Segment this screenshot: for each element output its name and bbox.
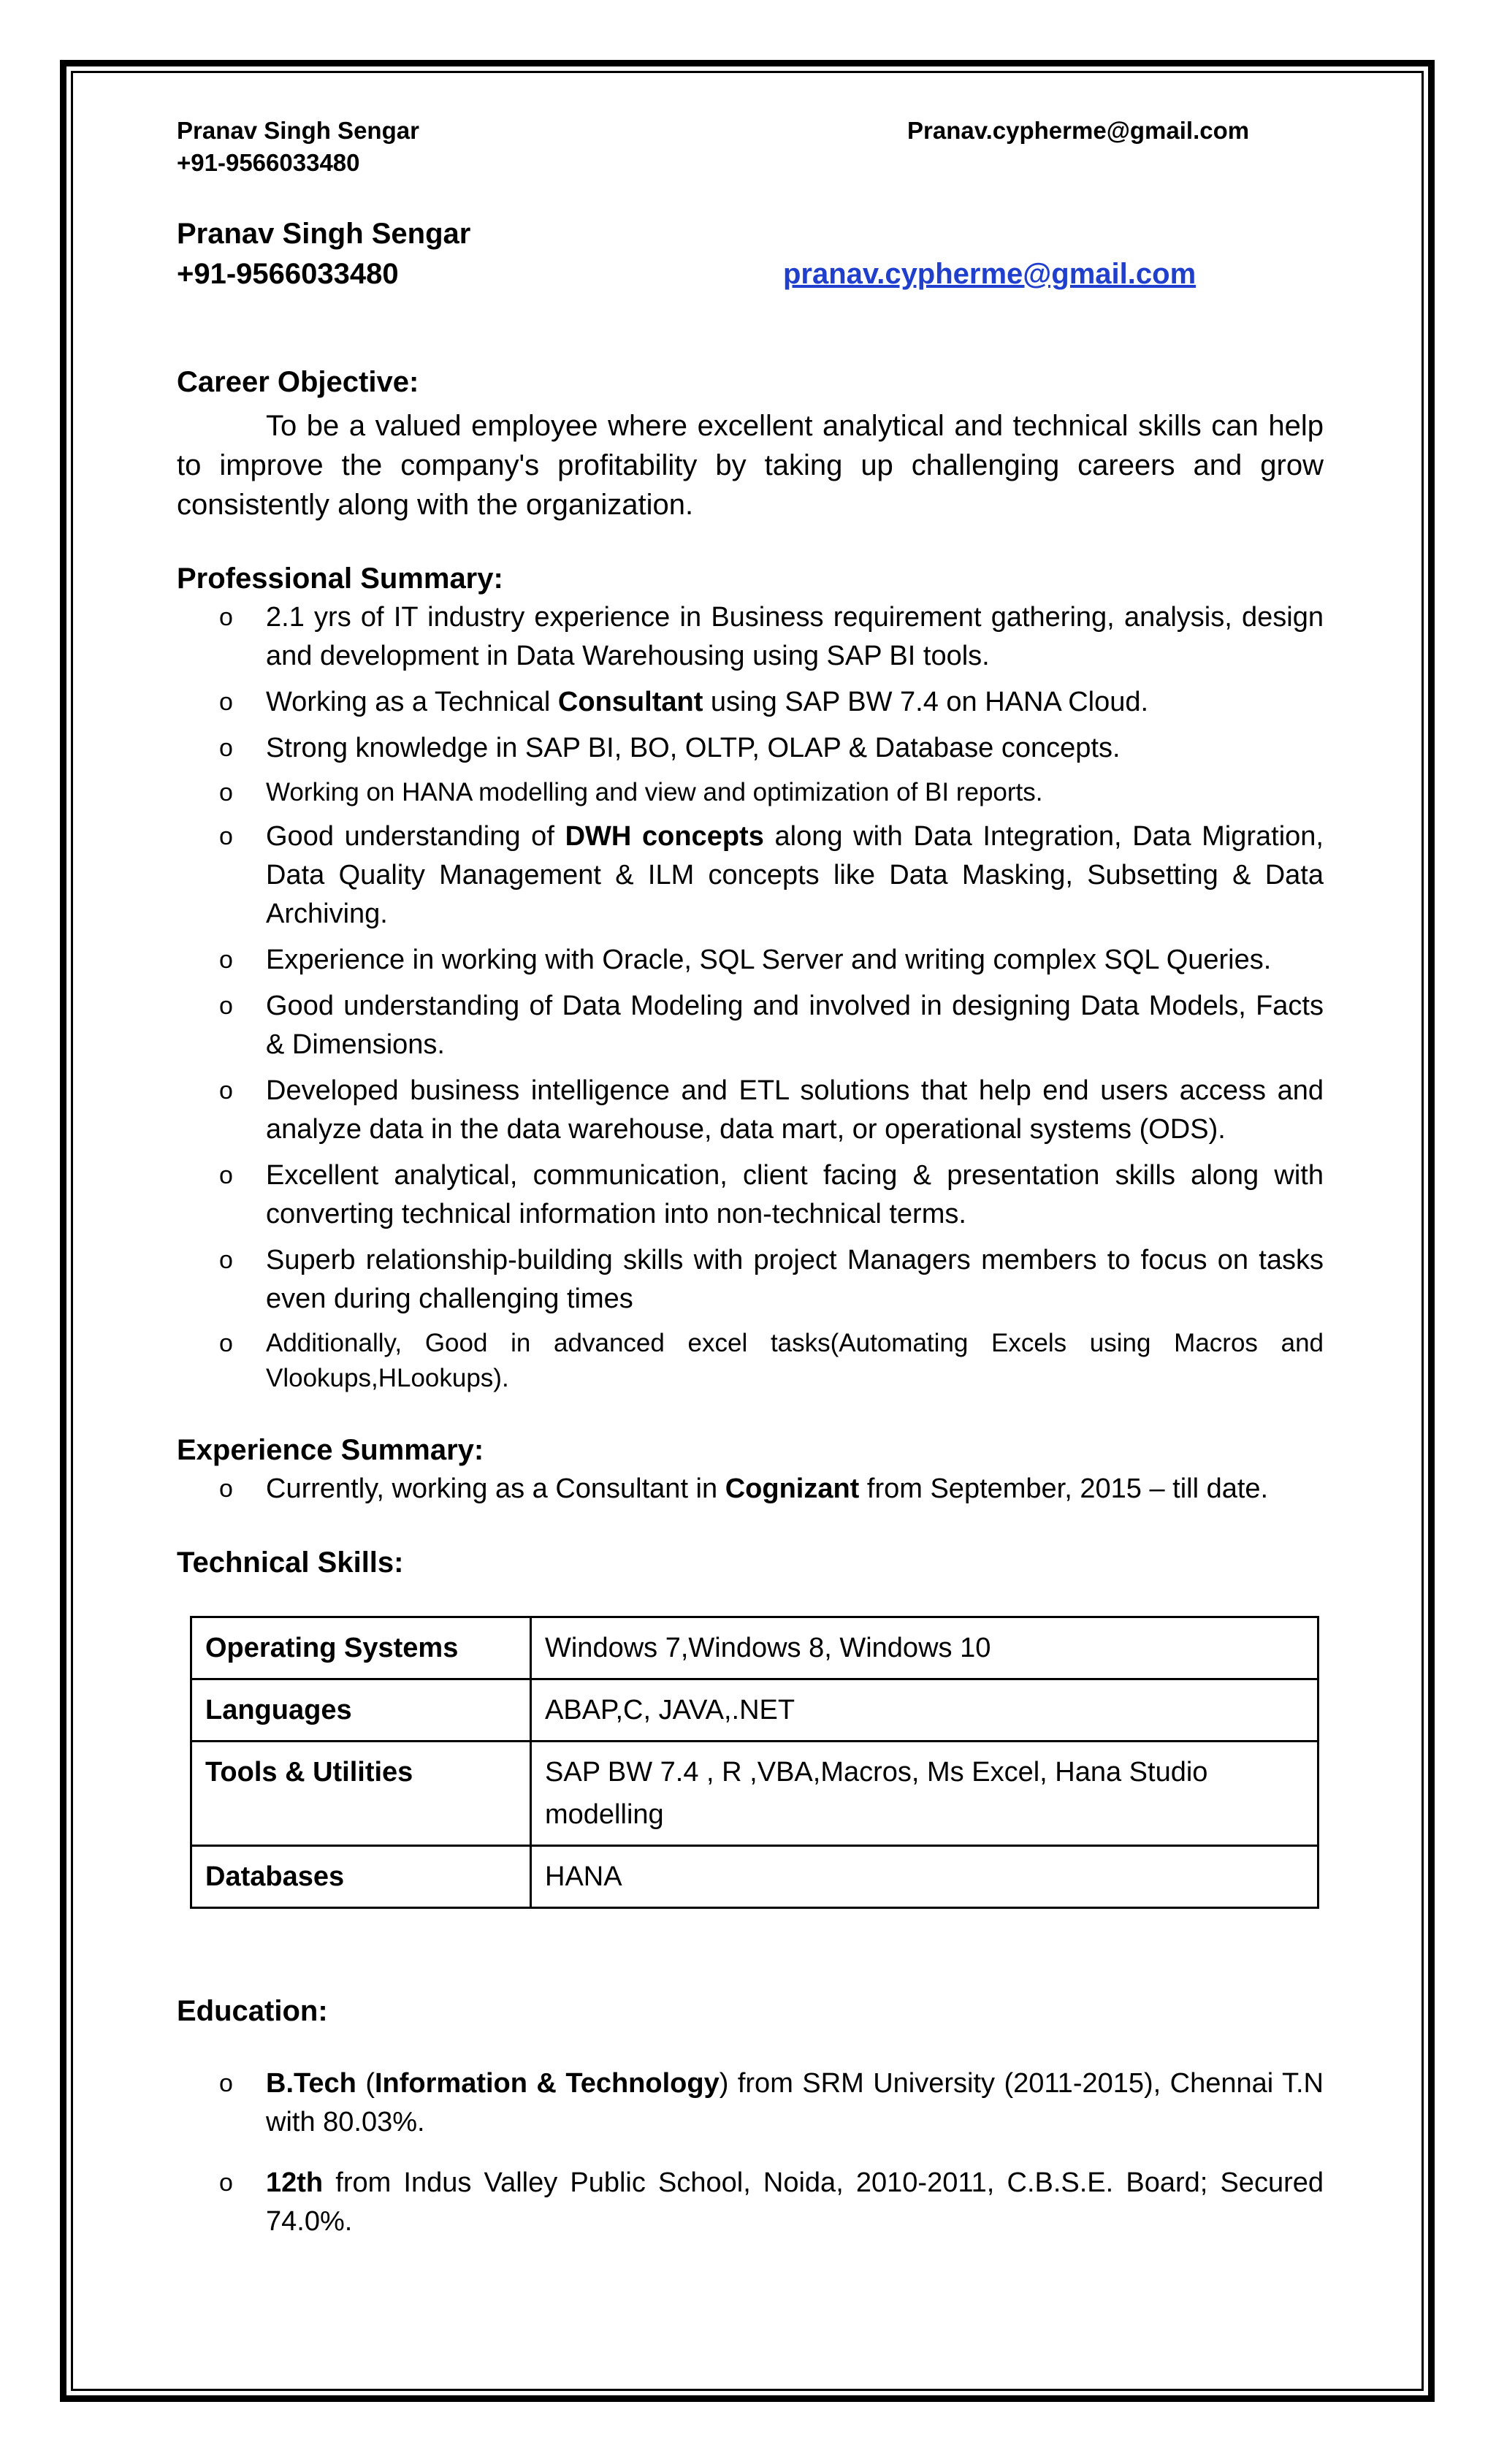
career-objective-section	[177, 366, 1324, 525]
education-heading: Education:	[177, 1995, 328, 2027]
table-cell-value: SAP BW 7.4 , R ,VBA,Macros, Ms Excel, Hana Studio modelling	[531, 1742, 1318, 1846]
contact-name: Pranav Singh Sengar	[177, 218, 471, 250]
career-objective-text: To be a valued employee where excellent analytical and technical skills can help to improve the company's profitability by taking up challenging careers and grow consistently along with the organization.	[177, 410, 1324, 521]
contact-phone: +91-9566033480	[177, 258, 399, 290]
list-item: o Good understanding of DWH concepts along with Data Integration, Data Migration, Data Quality Management & ILM concepts like Data Masking, Subsetting & Data Archiving.	[177, 817, 1324, 934]
list-item: o 2.1 yrs of IT industry experience in Business requirement gathering, analysis, design and development in Data Warehousing using SAP BI tools.	[177, 598, 1324, 676]
list-item: o B.Tech (Information & Technology) from SRM University (2011-2015), Chennai T.N with 80.03%.	[177, 2064, 1324, 2142]
bullet-icon: o	[219, 2070, 233, 2097]
table-row	[191, 1846, 1318, 1908]
bullet-icon: o	[219, 1246, 233, 1274]
contact-email-link[interactable]: pranav.cypherme@gmail.com	[783, 258, 1197, 290]
bullet-icon: o	[219, 992, 233, 1020]
list-item: o Superb relationship-building skills with project Managers members to focus on tasks even during challenging times	[177, 1241, 1324, 1319]
list-item: o Experience in working with Oracle, SQL Server and writing complex SQL Queries.	[177, 941, 1324, 980]
header-email: Pranav.cypherme@gmail.com	[907, 117, 1250, 144]
bullet-icon: o	[219, 1330, 233, 1357]
list-item: o Working as a Technical Consultant using SAP BW 7.4 on HANA Cloud.	[177, 683, 1324, 722]
contact-row	[177, 258, 1324, 302]
table-cell-value: ABAP,C, JAVA,.NET	[531, 1679, 1318, 1742]
career-objective-heading: Career Objective:	[177, 366, 419, 398]
table-row	[191, 1742, 1318, 1846]
technical-skills-section	[177, 1546, 1324, 1909]
list-item: o Strong knowledge in SAP BI, BO, OLTP, OLAP & Database concepts.	[177, 729, 1324, 768]
bullet-icon: o	[219, 1475, 233, 1503]
list-item: o Excellent analytical, communication, client facing & presentation skills along with converting technical information into non-technical terms.	[177, 1156, 1324, 1234]
bullet-icon: o	[219, 734, 233, 762]
list-item: o Currently, working as a Consultant in Cognizant from September, 2015 – till date.	[177, 1470, 1324, 1508]
list-item: o Developed business intelligence and ETL solutions that help end users access and analyze data in the data warehouse, data mart, or operational systems (ODS).	[177, 1072, 1324, 1149]
technical-skills-table	[190, 1616, 1319, 1909]
bullet-icon: o	[219, 2169, 233, 2197]
table-cell-value: Windows 7,Windows 8, Windows 10	[531, 1617, 1318, 1679]
bullet-icon: o	[219, 603, 233, 631]
experience-summary-heading: Experience Summary:	[177, 1434, 484, 1466]
professional-summary-list	[177, 598, 1324, 1396]
bullet-icon: o	[219, 823, 233, 850]
bullet-icon: o	[219, 1077, 233, 1105]
professional-summary-heading: Professional Summary:	[177, 562, 503, 595]
table-cell-key: Operating Systems	[191, 1617, 531, 1679]
experience-summary-list	[177, 1470, 1324, 1508]
professional-summary-section	[177, 562, 1324, 1396]
table-row	[191, 1617, 1318, 1679]
table-row	[191, 1679, 1318, 1742]
list-item: o Good understanding of Data Modeling and involved in designing Data Models, Facts & Dimensions.	[177, 987, 1324, 1064]
education-list	[177, 2064, 1324, 2241]
table-cell-value: HANA	[531, 1846, 1318, 1908]
table-cell-key: Tools & Utilities	[191, 1742, 531, 1846]
technical-skills-heading: Technical Skills:	[177, 1546, 404, 1579]
table-cell-key: Languages	[191, 1679, 531, 1742]
bullet-icon: o	[219, 1162, 233, 1189]
page-header	[177, 117, 1324, 149]
bullet-icon: o	[219, 688, 233, 716]
experience-summary-section	[177, 1434, 1324, 1508]
header-name: Pranav Singh Sengar	[177, 117, 419, 144]
list-item: o Additionally, Good in advanced excel tasks(Automating Excels using Macros and Vlookups,HLookups).	[177, 1326, 1324, 1396]
header-phone: +91-9566033480	[177, 149, 360, 176]
education-section	[177, 1995, 1324, 2241]
bullet-icon: o	[219, 946, 233, 974]
resume-content	[177, 117, 1324, 2241]
list-item: o Working on HANA modelling and view and optimization of BI reports.	[177, 775, 1324, 810]
bullet-icon: o	[219, 779, 233, 806]
table-cell-key: Databases	[191, 1846, 531, 1908]
list-item: o 12th from Indus Valley Public School, Noida, 2010-2011, C.B.S.E. Board; Secured 74.0%.	[177, 2164, 1324, 2241]
